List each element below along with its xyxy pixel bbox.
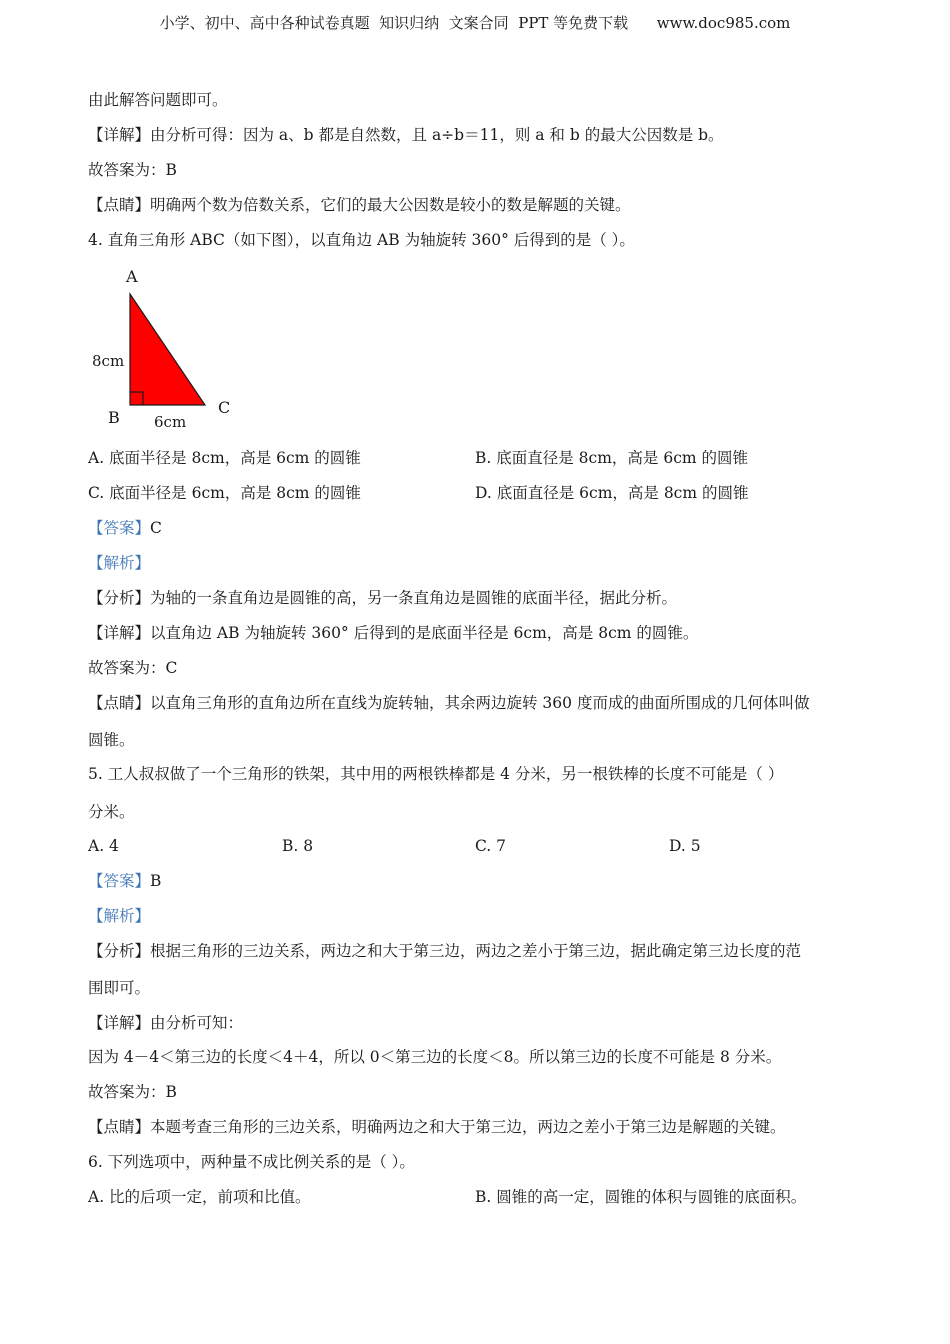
q5-stem-1: 5. 工人叔叔做了一个三角形的铁架，其中用的两根铁棒都是 4 分米，另一根铁棒的长度不可能是（ ）: [88, 765, 784, 783]
q6-option-b: B. 圆锥的高一定，圆锥的体积与圆锥的底面积。: [475, 1188, 807, 1206]
q4-option-d: D. 底面直径是 6cm，高是 8cm 的圆锥: [475, 484, 749, 502]
q5-key-point: 【点睛】本题考查三角形的三边关系，明确两边之和大于第三边，两边之差小于第三边是解题的关键。: [88, 1118, 786, 1136]
q4-stem: 4. 直角三角形 ABC（如下图），以直角边 AB 为轴旋转 360° 后得到的是（ ）。: [88, 231, 635, 249]
q5-analysis-2: 围即可。: [88, 979, 151, 997]
side-bc-label: 6cm: [154, 413, 187, 431]
q4-analysis: 【分析】为轴的一条直角边是圆锥的高，另一条直角边是圆锥的底面半径，据此分析。: [88, 589, 678, 607]
q4-final-answer: 故答案为：C: [88, 659, 178, 677]
q4-analysis-tag: 【解析】: [88, 554, 151, 572]
q3-detail: 【详解】由分析可得：因为 a、b 都是自然数，且 a÷b＝11，则 a 和 b 的最大公因数是 b。: [88, 126, 724, 144]
q5-analysis-1: 【分析】根据三角形的三边关系，两边之和大于第三边，两边之差小于第三边，据此确定第三边长度的范: [88, 942, 802, 960]
q5-calculation: 因为 4－4＜第三边的长度＜4＋4，所以 0＜第三边的长度＜8。所以第三边的长度不可能是 8 分米。: [88, 1048, 782, 1066]
q6-option-a: A. 比的后项一定，前项和比值。: [88, 1188, 311, 1206]
q5-stem-2: 分米。: [88, 803, 135, 821]
answer-value: C: [150, 519, 162, 537]
side-ab-label: 8cm: [92, 352, 125, 370]
q5-final-answer: 故答案为：B: [88, 1083, 177, 1101]
q4-option-c: C. 底面半径是 6cm，高是 8cm 的圆锥: [88, 484, 361, 502]
q5-detail: 【详解】由分析可知：: [88, 1014, 244, 1032]
q4-answer: [88, 517, 162, 539]
q5-analysis-tag: 【解析】: [88, 907, 151, 925]
q4-detail: 【详解】以直角边 AB 为轴旋转 360° 后得到的是底面半径是 6cm，高是 8cm 的圆锥。: [88, 624, 699, 642]
q6-stem: 6. 下列选项中，两种量不成比例关系的是（ ）。: [88, 1153, 415, 1171]
triangle-abc: [130, 294, 205, 405]
q3-line-1: 由此解答问题即可。: [88, 91, 228, 109]
q5-option-b: B. 8: [282, 837, 314, 855]
q5-answer: [88, 870, 161, 892]
answer-tag: 【答案】: [88, 872, 151, 890]
answer-value: B: [150, 872, 162, 890]
q4-option-b: B. 底面直径是 8cm，高是 6cm 的圆锥: [475, 449, 749, 467]
right-triangle-figure: [88, 262, 248, 437]
q4-option-a: A. 底面半径是 8cm，高是 6cm 的圆锥: [88, 449, 361, 467]
q4-key-point-2: 圆锥。: [88, 731, 135, 749]
q5-option-a: A. 4: [88, 837, 119, 855]
vertex-label-b: B: [108, 408, 120, 427]
q3-key-point: 【点睛】明确两个数为倍数关系，它们的最大公因数是较小的数是解题的关键。: [88, 196, 631, 214]
page-header: 小学、初中、高中各种试卷真题 知识归纳 文案合同 PPT 等免费下载 www.doc985.com: [159, 14, 791, 32]
q5-option-c: C. 7: [475, 837, 507, 855]
q4-key-point-1: 【点睛】以直角三角形的直角边所在直线为旋转轴，其余两边旋转 360 度而成的曲面所围成的几何体叫做: [88, 694, 810, 712]
q3-answer-line: 故答案为：B: [88, 161, 177, 179]
vertex-label-a: A: [126, 267, 138, 286]
q5-option-d: D. 5: [669, 837, 701, 855]
vertex-label-c: C: [218, 398, 231, 417]
answer-tag: 【答案】: [88, 519, 151, 537]
